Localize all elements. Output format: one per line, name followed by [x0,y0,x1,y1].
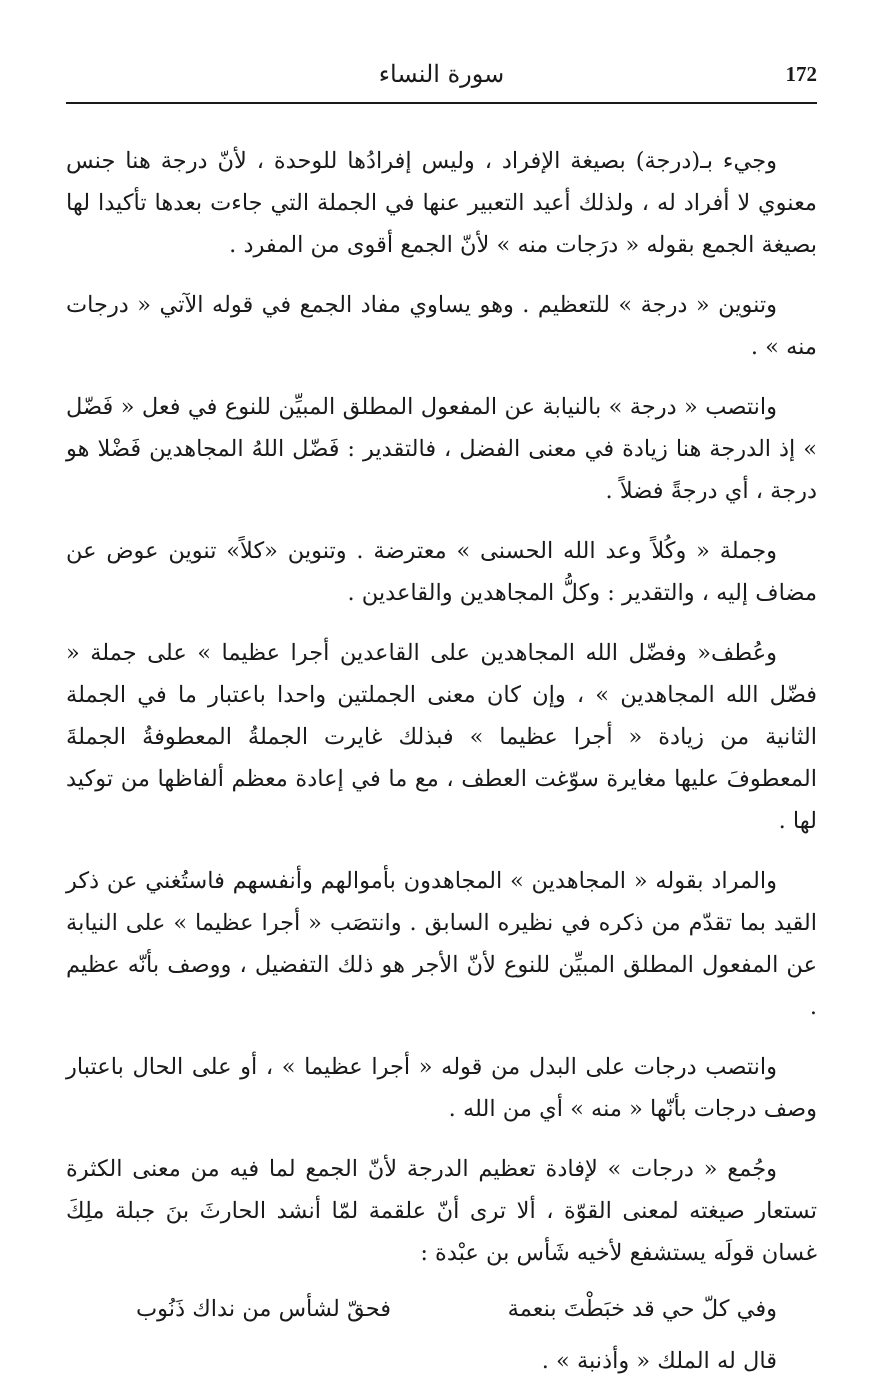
paragraph: وجيء بـ(درجة) بصيغة الإفراد ، وليس إفرادُها للوحدة ، لأنّ درجة هنا جنس معنوي لا أفراد له ، ولذلك أعيد التعبير عنها في الجملة التي جاءت بعدها تأكيدا لها بصيغة الجمع بقوله « درَجات منه » لأنّ الجمع أقوى من المفرد . [66,148,817,258]
page-number: 172 [785,62,817,86]
running-title: سورة النساء [378,60,505,88]
paragraph: وتنوين « درجة » للتعظيم . وهو يساوي مفاد الجمع في قوله الآتي « درجات منه » . [66,292,817,360]
paragraph: وانتصب درجات على البدل من قوله « أجرا عظيما » ، أو على الحال باعتبار وصف درجات بأنّها « منه » أي من الله . [66,1054,817,1122]
paragraph: وانتصب « درجة » بالنيابة عن المفعول المطلق المبيِّن للنوع في فعل « فَضّل » إذ الدرجة هنا زيادة في معنى الفضل ، فالتقدير : فَضّل اللهُ المجاهدين فَضْلا هو درجة ، أي درجةً فضلاً . [66,394,817,504]
paragraph: وجُمع « درجات » لإفادة تعظيم الدرجة لأنّ الجمع لما فيه من معنى الكثرة تستعار صيغته لمعنى القوّة ، ألا ترى أنّ علقمة لمّا أنشد الحارثَ بنَ جبلة ملِكَ غسان قولَه يستشفع لأخيه شَأس بن عبْدة : [66,1156,817,1266]
header-rule [66,102,817,104]
poetry-verse [66,1288,817,1334]
verse-first-hemistich: وفي كلّ حي قد خبَطْتَ بنعمة [507,1296,777,1322]
closing-line: قال له الملك « وأذنبة » . [541,1348,777,1374]
page-header [66,58,817,98]
paragraph: وعُطف« وفضّل الله المجاهدين على القاعدين أجرا عظيما » على جملة « فضّل الله المجاهدين » ، وإن كان معنى الجملتين واحدا باعتبار ما في الجملة الثانية من زيادة « أجرا عظيما » فبذلك غايرت الجملةُ المعطوفةُ الجملةَ المعطوفَ عليها مغايرة سوّغت العطف ، مع ما في إعادة معظم ألفاظها من توكيد لها . [66,640,817,834]
paragraph: وجملة « وكُلاً وعد الله الحسنى » معترضة . وتنوين «كلاً» تنوين عوض عن مضاف إليه ، والتقدير : وكلُّ المجاهدين والقاعدين . [66,538,817,606]
paragraph: والمراد بقوله « المجاهدين » المجاهدون بأموالهم وأنفسهم فاستُغني عن ذكر القيد بما تقدّم من ذكره في نظيره السابق . وانتصَب « أجرا عظيما » على النيابة عن المفعول المطلق المبيِّن للنوع لأنّ الأجر هو ذلك التفضيل ، ووصف بأنّه عظيم . [66,868,817,1020]
body-text [66,140,817,1382]
verse-second-hemistich: فحقّ لشأس من نداك ذَنُوب [136,1296,392,1322]
